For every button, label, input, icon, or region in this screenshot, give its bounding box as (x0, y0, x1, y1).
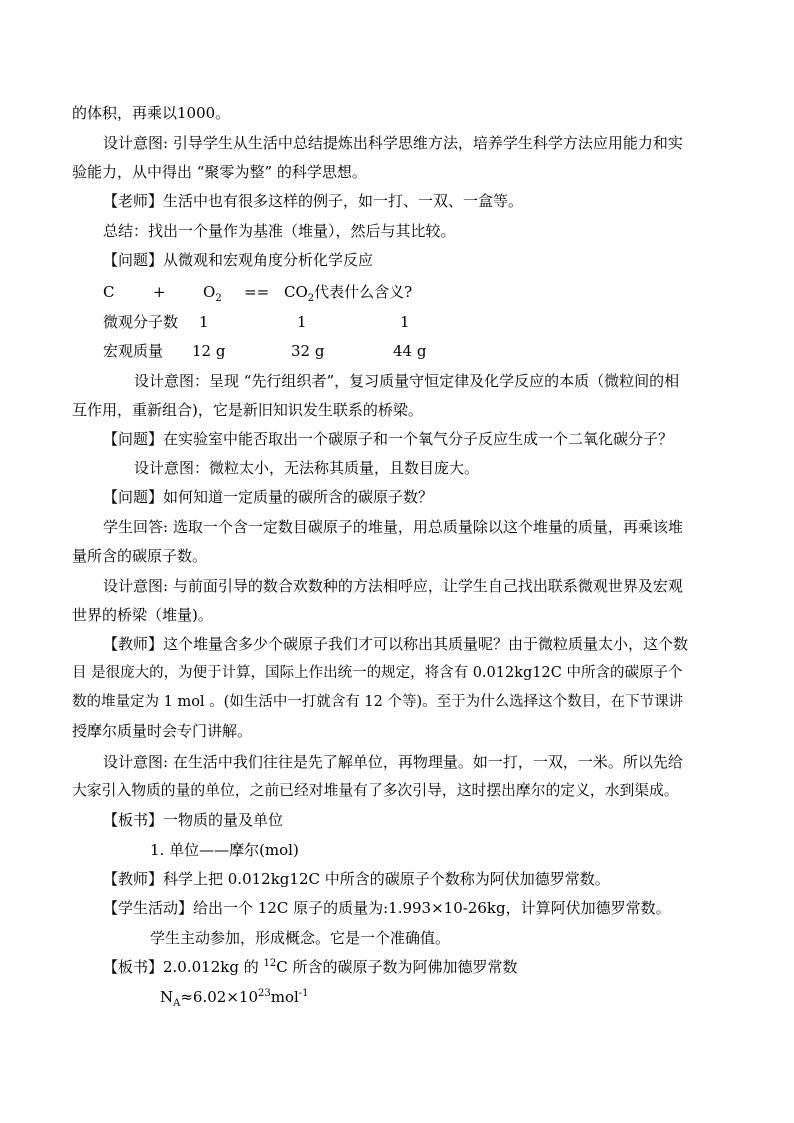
design-intent-paragraph: 设计意图: 与前面引导的数合欢数种的方法相呼应，让学生自己找出联系微观世界及宏观 (103, 577, 683, 595)
macro-label: 宏观质量 (103, 342, 164, 360)
avogadro-constant-formula: $N_A\approx 6.02\times 10^{23}mol^{-1}$ (160, 988, 309, 1009)
equation-equals: == (244, 283, 270, 301)
blackboard-heading: 【板书】一物质的量及单位 (103, 811, 284, 829)
summary-line: 总结：找出一个量作为基准（堆量），然后与其比较。 (103, 222, 456, 240)
student-activity: 【学生活动】给出一个 12C 原子的质量为:1.993×10-26kg，计算阿伏加德罗常数。 (103, 899, 671, 917)
micro-value: 1 (297, 313, 307, 331)
design-intent-paragraph: 设计意图: 在生活中我们往往是先了解单位，再物理量。如一打，一双，一米。所以先给 (103, 753, 683, 771)
text-line: 学生主动参加，形成概念。它是一个准确值。 (150, 929, 451, 947)
question-heading: 【问题】从微观和宏观角度分析化学反应 (103, 251, 374, 269)
macro-value: 32 g (291, 342, 325, 360)
teacher-remark: 【教师】科学上把 0.012kg12C 中所含的碳原子个数称为阿伏加德罗常数。 (103, 870, 610, 888)
question-heading: 【问题】在实验室中能否取出一个碳原子和一个氧气分子反应生成一个二氧化碳分子？ (103, 430, 674, 448)
text-line: 的体积，再乘以1000。 (72, 104, 231, 122)
micro-value: 1 (400, 313, 410, 331)
text-line: 验能力，从中得出 “聚零为整” 的科学思想。 (72, 163, 367, 181)
equation-oxygen: $O_2$ (203, 283, 222, 304)
equation-co2: $CO_2$代表什么含义? (284, 283, 413, 304)
text-line: 目 是很庞大的，为便于计算，国际上作出统一的规定，将含有 0.012kg12C 中所含的碳原子个 (72, 665, 683, 681)
question-heading: 【问题】如何知道一定质量的碳所含的碳原子数？ (103, 488, 434, 506)
design-intent-paragraph: 设计意图: 引导学生从生活中总结提炼出科学思维方法，培养学生科学方法应用能力和实 (103, 134, 683, 152)
student-answer: 学生回答: 选取一个含一定数目碳原子的堆量，用总质量除以这个堆量的质量，再乘该堆 (103, 518, 683, 536)
text-line: 量所含的碳原子数。 (72, 547, 208, 565)
macro-value: 44 g (393, 342, 427, 360)
micro-label: 微观分子数 (103, 313, 179, 331)
equation-carbon: C (103, 283, 115, 301)
text-line: 数的堆量定为 1 mol 。(如生活中一打就含有 12 个等)。至于为什么选择这个数目，在下节课讲 (72, 694, 684, 710)
teacher-remark: 【老师】生活中也有很多这样的例子，如一打、一双、一盒等。 (103, 192, 524, 210)
text-line: 授摩尔质量时会专门讲解。 (72, 722, 253, 740)
teacher-remark: 【教师】这个堆量含多少个碳原子我们才可以称出其质量呢？由于微粒质量太小，这个数 (103, 635, 689, 653)
unit-heading: 1. 单位——摩尔(mol) (150, 841, 299, 859)
macro-value: 12 g (192, 342, 226, 360)
blackboard-heading: 【板书】2.0.012kg 的 $^{12}$C 所含的碳原子数为阿佛加德罗常数 (103, 958, 518, 976)
design-intent-paragraph: 设计意图：呈现 “先行组织者”，复习质量守恒定律及化学反应的本质（微粒间的相 (134, 372, 680, 390)
text-line: 互作用，重新组合)，它是新旧知识发生联系的桥梁。 (72, 401, 423, 419)
design-intent-paragraph: 设计意图：微粒太小，无法称其质量，且数目庞大。 (134, 459, 480, 477)
text-line: 大家引入物质的量的单位，之前已经对堆量有了多次引导，这时摆出摩尔的定义，水到渠成。 (72, 782, 679, 799)
equation-plus: + (153, 283, 166, 301)
micro-value: 1 (199, 313, 209, 331)
text-line: 世界的桥梁（堆量)。 (72, 606, 213, 624)
